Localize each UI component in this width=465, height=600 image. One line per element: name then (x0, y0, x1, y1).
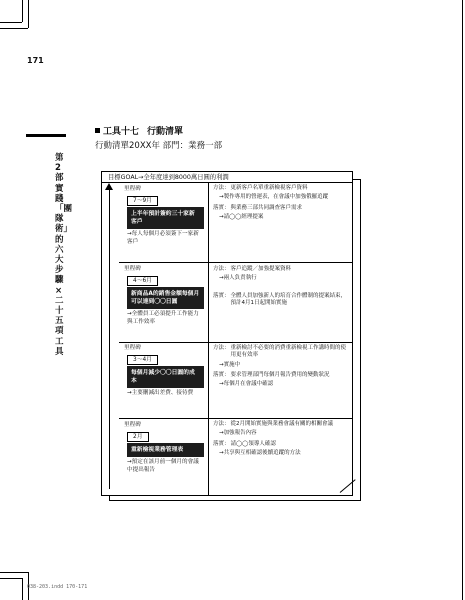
method-text: 客戶追蹤／加強提案資料 (230, 266, 292, 272)
tool-number: 工具十七 (103, 127, 140, 137)
milestone-note: →全體員工必須提升工作能力與工作效率 (127, 311, 199, 325)
milestone-label: 里程碑 (124, 186, 141, 192)
exec-label: 落實： (213, 204, 230, 211)
action-cell (213, 421, 347, 457)
milestone-period: 2月 (127, 432, 149, 442)
section-marker (26, 134, 66, 137)
row-divider (119, 262, 352, 263)
crop-mark (0, 572, 28, 573)
milestone-period: 4～6月 (127, 276, 158, 286)
exec-text: 全體人員加強新人的培育合作體制的提案結束，預計4月1日起開始實施 (230, 292, 347, 306)
milestone-note: →預定在該月前一個月的會議中提出報告 (127, 459, 199, 473)
action-list-title: 行動清單20XX年 部門：業務一部 (95, 141, 223, 151)
method-text: 重新檢討不必要的消費重新檢視工作講時間的使用更有效率 (230, 345, 347, 359)
milestone-period: 7～9月 (127, 196, 158, 206)
action-cell (213, 185, 347, 221)
method-label: 方法： (213, 345, 230, 351)
crop-mark (22, 0, 23, 22)
crop-mark (0, 28, 28, 29)
exec-text: 與業務三部共同調查客戶需求 (230, 204, 303, 211)
part-title-vertical: 第2部 實踐「團隊術」的六大步驟×二十五項工具 (55, 153, 73, 357)
milestone-note: →每人每個月必須簽下一家新客戶 (127, 231, 199, 245)
tool-name: 行動清單 (147, 127, 184, 137)
timeline-arrow (109, 186, 110, 489)
arrow-up-icon (105, 183, 113, 190)
milestone-target: 新商品A的銷售金額每個月可以達到〇〇日圓 (127, 287, 204, 310)
action-cell (213, 345, 347, 388)
exec-label: 落實： (213, 292, 230, 299)
method-sub: →兩人負責執行 (219, 275, 257, 282)
print-slug: 038-203.indd 170-171 (27, 584, 88, 590)
milestone-label: 里程碑 (124, 422, 141, 428)
crop-mark (22, 578, 23, 600)
milestone (124, 422, 204, 474)
exec-sub: →共享與互相確認後續追蹤的方法 (219, 449, 301, 456)
exec-sub: →每個月在會議中確認 (219, 381, 274, 388)
milestone-period: 3～4月 (127, 355, 158, 365)
method-label: 方法： (213, 266, 230, 272)
goal-line: 目標GOAL→全年度達到8000萬日圓的利潤 (102, 172, 352, 183)
milestone-target: 每個月減少〇〇日圓的成本 (127, 366, 204, 389)
exec-sub: →請◯◯經理提案 (219, 213, 264, 220)
milestone (124, 266, 204, 327)
method-sub: →實施中 (219, 361, 241, 368)
milestone-target: 重新檢視業務管理表 (127, 443, 204, 457)
milestone-label: 里程碑 (124, 345, 141, 351)
method-text: 從2月開始實施與業務會議有關的相關會議 (230, 421, 334, 427)
milestone-note: →主要刪減出差費、接待費 (127, 390, 194, 397)
row-divider (119, 418, 352, 419)
method-sub: →製作專用的營運表，在會議中加強俄羅追蹤 (219, 194, 329, 201)
milestone-label: 里程碑 (124, 266, 141, 272)
tool-heading (95, 124, 183, 137)
row-divider (119, 342, 352, 343)
exec-label: 落實： (213, 371, 230, 378)
method-text: 更新客戶名單重新檢視客戶資料 (230, 185, 308, 191)
milestone-target: 上半年預計簽約三十家新客戶 (127, 207, 204, 230)
crop-mark (0, 22, 22, 23)
method-label: 方法： (213, 185, 230, 191)
crop-mark (28, 0, 29, 28)
exec-text: 要求管理部門每個月報告費用的變動狀況 (230, 371, 330, 378)
trim-line (462, 0, 463, 600)
action-cell (213, 266, 347, 309)
exec-text: 請◯◯領導人確認 (230, 440, 276, 447)
action-list-card (101, 171, 353, 496)
method-label: 方法： (213, 421, 230, 427)
exec-label: 落實： (213, 440, 230, 447)
milestone (124, 186, 204, 247)
column-divider (208, 183, 209, 495)
crop-mark (0, 578, 22, 579)
method-sub: →加強報告內容 (219, 430, 257, 437)
milestone (124, 345, 204, 398)
page-number: 171 (27, 56, 44, 65)
square-bullet-icon (95, 128, 100, 133)
